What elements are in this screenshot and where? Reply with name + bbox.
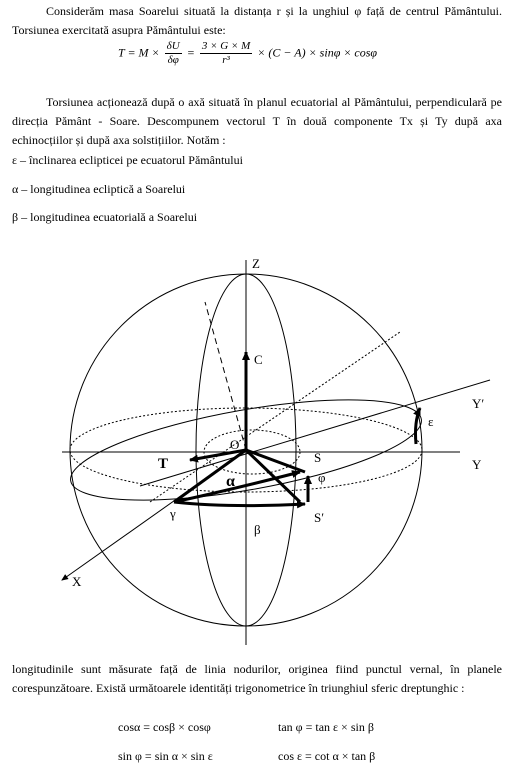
epsilon-arc <box>416 408 421 444</box>
formula-frac2-num: 3 × G × M <box>201 40 251 52</box>
label-y: Y <box>472 457 482 472</box>
definition-beta: β – longitudinea ecuatorială a Soarelui <box>12 210 198 224</box>
label-beta: β <box>254 522 261 537</box>
formula-eq: = <box>186 45 195 60</box>
closing-paragraph: longitudinile sunt măsurate față de linia nodurilor, originea fiind punctul vernal, în planele corespunzătoare. Există următoarele identități trigonometrice în triunghiul sferic dreptunghic : <box>12 662 502 695</box>
label-x: X <box>72 574 82 589</box>
dashed-tilted-axis <box>205 302 246 450</box>
label-o: O <box>230 437 240 452</box>
o-to-sprime <box>246 450 300 502</box>
identity-3: sin φ = sin α × sin ε <box>118 749 213 763</box>
label-phi: φ <box>318 470 326 485</box>
label-s: S <box>314 450 322 465</box>
beta-arc <box>174 502 305 506</box>
identity-1: cosα = cosβ × cosφ <box>118 720 211 734</box>
formula-fraction-2 <box>200 40 252 67</box>
celestial-sphere-diagram <box>0 240 512 660</box>
definition-alpha: α – longitudinea ecliptică a Soarelui <box>12 182 186 196</box>
formula-rhs: × (C − A) × sinφ × cosφ <box>257 45 378 60</box>
formula-fraction-1 <box>165 40 182 67</box>
label-c: C <box>254 352 263 367</box>
identity-2: tan φ = tan ε × sin β <box>278 720 374 734</box>
yprime-axis <box>140 380 490 486</box>
label-alpha: α <box>226 473 235 490</box>
intro-paragraph: Considerăm masa Soarelui situată la distanța r și la unghiul φ față de centrul Pământului. Torsiunea exercitată asupra Pământului este: <box>12 4 502 37</box>
torque-formula <box>118 40 377 67</box>
label-yprime: Y′ <box>472 396 485 411</box>
definition-epsilon: ε – înclinarea eclipticei pe ecuatorul Pământului <box>12 153 243 167</box>
identity-4: cos ε = cot α × tan β <box>278 749 376 763</box>
torque-paragraph: Torsiunea acționează după o axă situată în planul ecuatorial al Pământului, perpendiculară pe direcția Pământ - Soare. Descompunem vectorul T în două componente Tx și Ty după axa echinocțiilor și după axa solstițiilor. Notăm : <box>12 95 502 147</box>
label-z: Z <box>252 256 260 271</box>
label-gamma: γ <box>170 506 176 521</box>
formula-frac1-num: δU <box>166 40 180 52</box>
origin-point <box>244 448 248 452</box>
formula-frac2-den: r³ <box>222 54 230 66</box>
label-epsilon: ε <box>428 414 434 429</box>
label-sprime: S′ <box>314 510 325 525</box>
label-t: T <box>158 456 169 472</box>
formula-frac1-den: δφ <box>167 54 179 66</box>
formula-lhs: T = M × <box>118 45 160 60</box>
